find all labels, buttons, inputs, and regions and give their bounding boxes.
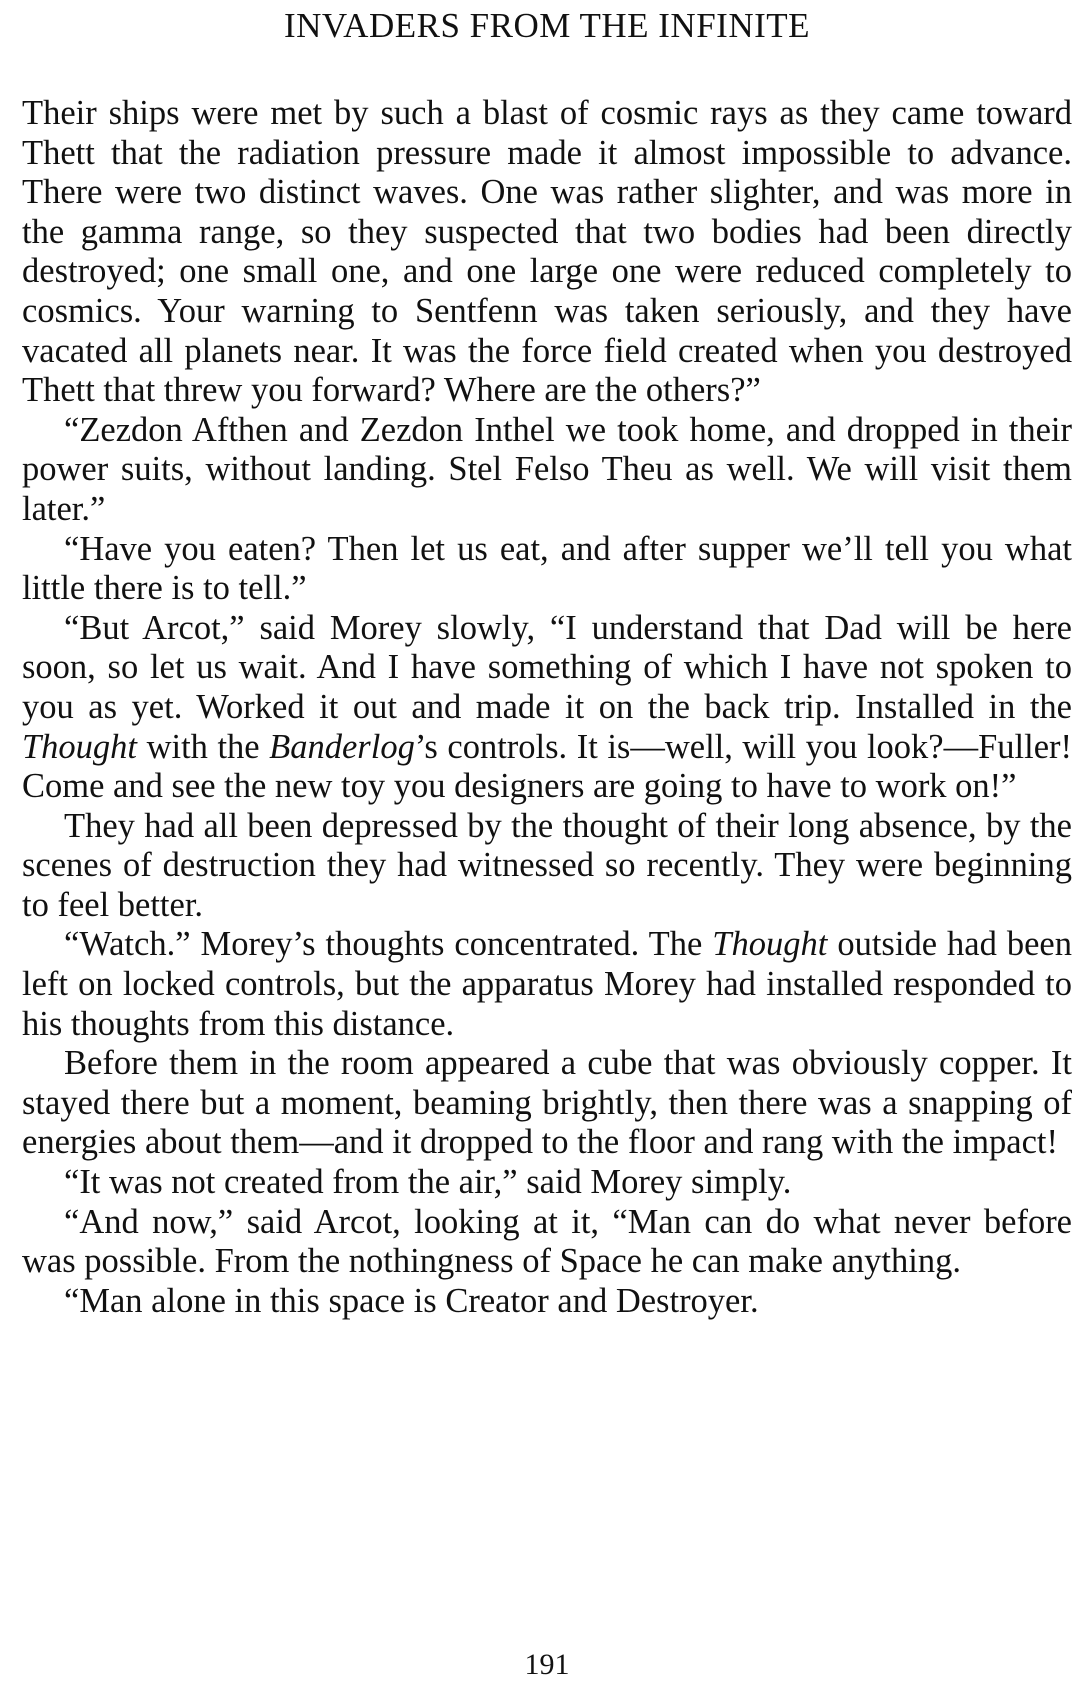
paragraph xyxy=(22,609,1072,807)
running-head: INVADERS FROM THE INFINITE xyxy=(283,6,811,45)
page-number: 191 xyxy=(524,1648,570,1681)
paragraph: “Have you eaten? Then let us eat, and after supper we’ll tell you what little there is to tell.” xyxy=(22,529,1072,608)
paragraph: “Zezdon Afthen and Zezdon Inthel we took home, and dropped in their power suits, without landing. Stel Felso Theu as well. We will visit them later.” xyxy=(22,410,1072,528)
text-segment: with the xyxy=(137,727,270,766)
paragraph: Before them in the room appeared a cube that was obviously copper. It stayed there but a moment, beaming brightly, then there was a snapping of energies about them—and it dropped to the floor and rang with the impact! xyxy=(22,1044,1072,1162)
paragraph: “Man alone in this space is Creator and Destroyer. xyxy=(64,1281,759,1320)
text-segment: “Watch.” Morey’s thoughts concentrated. The xyxy=(64,925,713,964)
ship-name-italic: Thought xyxy=(22,727,138,766)
text-segment: outside had been left on locked controls, but the apparatus Morey had installed responded to his thoughts from this distance. xyxy=(22,925,1072,1043)
book-page xyxy=(22,0,1072,1698)
paragraph xyxy=(22,925,1072,1044)
ship-name-italic: Banderlog xyxy=(269,727,415,766)
body-text xyxy=(22,94,1072,1321)
text-segment: “But Arcot,” said Morey slowly, “I understand that Dad will be here soon, so let us wait. And I have something of which I have not spoken to you as yet. Worked it out and made it on the back trip. Installed in the xyxy=(22,608,1072,726)
paragraph: They had all been depressed by the thought of their long absence, by the scenes of destruction they had witnessed so recently. They were beginning to feel better. xyxy=(22,806,1072,924)
paragraph: Their ships were met by such a blast of cosmic rays as they came toward Thett that the radiation pressure made it almost impossible to advance. There were two distinct waves. One was rather slighter, and was more in the gamma range, so they suspected that two bodies had been directly destroyed; one small one, and one large one were reduced completely to cosmics. Your warning to Sentfenn was taken seriously, and they have vacated all planets near. It was the force field created when you destroyed Thett that threw you forward? Where are the others?” xyxy=(22,94,1072,410)
paragraph: “And now,” said Arcot, looking at it, “Man can do what never before was possible. From the nothingness of Space he can make anything. xyxy=(22,1202,1072,1281)
text-segment: ’s controls. It is—well, will you look?—Fuller! Come and see the new toy you designers are going to have to work on!” xyxy=(22,727,1072,806)
paragraph: “It was not created from the air,” said Morey simply. xyxy=(64,1163,792,1202)
ship-name-italic: Thought xyxy=(712,925,828,964)
